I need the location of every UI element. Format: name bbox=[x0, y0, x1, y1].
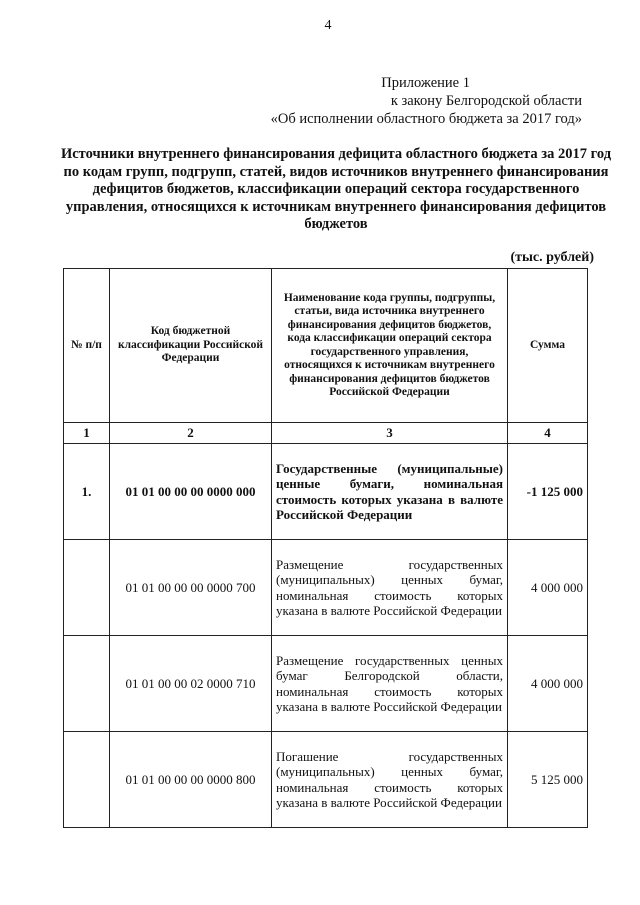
header-sum: Сумма bbox=[508, 269, 588, 423]
table-row bbox=[64, 444, 588, 540]
table-row bbox=[64, 636, 588, 732]
row-code: 01 01 00 00 00 0000 700 bbox=[110, 540, 272, 636]
header-number: № п/п bbox=[64, 269, 110, 423]
appendix-block bbox=[271, 74, 582, 128]
row-name: Государственные (муниципальные) ценные бумаги, номинальная стоимость которых указана в валюте Российской Федерации bbox=[272, 444, 508, 540]
row-name: Размещение государственных (муниципальных) ценных бумаг, номинальная стоимость которых указана в валюте Российской Федерации bbox=[272, 540, 508, 636]
row-index bbox=[64, 540, 110, 636]
column-number: 4 bbox=[508, 423, 588, 444]
row-name: Размещение государственных ценных бумаг Белгородской области, номинальная стоимость которых указана в валюте Российской Федерации bbox=[272, 636, 508, 732]
header-code: Код бюджетной классификации Российской Федерации bbox=[110, 269, 272, 423]
appendix-law-ref: к закону Белгородской области bbox=[390, 93, 582, 109]
column-numbers-row bbox=[64, 423, 588, 444]
table-header-row bbox=[64, 269, 588, 423]
row-sum: 5 125 000 bbox=[508, 732, 588, 828]
column-number: 1 bbox=[64, 423, 110, 444]
row-name: Погашение государственных (муниципальных) ценных бумаг, номинальная стоимость которых указана в валюте Российской Федерации bbox=[272, 732, 508, 828]
row-code: 01 01 00 00 00 0000 800 bbox=[110, 732, 272, 828]
row-sum: 4 000 000 bbox=[508, 540, 588, 636]
units-label: (тыс. рублей) bbox=[510, 250, 594, 265]
row-sum: -1 125 000 bbox=[508, 444, 588, 540]
appendix-law-name: «Об исполнении областного бюджета за 2017 год» bbox=[270, 111, 582, 127]
table-row bbox=[64, 732, 588, 828]
row-sum: 4 000 000 bbox=[508, 636, 588, 732]
table-row bbox=[64, 540, 588, 636]
header-name: Наименование кода группы, подгруппы, статьи, вида источника внутреннего финансирования дефицитов бюджетов, кода классификации операций сектора государственного управления, относящихся к источникам внутреннего финансирования дефицитов бюджетов Российской Федерации bbox=[272, 269, 508, 423]
page-number: 4 bbox=[324, 18, 332, 33]
row-code: 01 01 00 00 02 0000 710 bbox=[110, 636, 272, 732]
document-title: Источники внутреннего финансирования дефицита областного бюджета за 2017 год по кодам групп, подгрупп, статей, видов источников внутреннего финансирования дефицитов бюджетов, классификации операций сектора государственного управления, относящихся к источникам внутреннего финансирования дефицитов бюджетов bbox=[60, 146, 612, 232]
appendix-title: Приложение 1 bbox=[381, 75, 470, 91]
column-number: 2 bbox=[110, 423, 272, 444]
column-number: 3 bbox=[272, 423, 508, 444]
row-code: 01 01 00 00 00 0000 000 bbox=[110, 444, 272, 540]
budget-sources-table bbox=[63, 268, 588, 828]
row-index bbox=[64, 732, 110, 828]
row-index: 1. bbox=[64, 444, 110, 540]
row-index bbox=[64, 636, 110, 732]
